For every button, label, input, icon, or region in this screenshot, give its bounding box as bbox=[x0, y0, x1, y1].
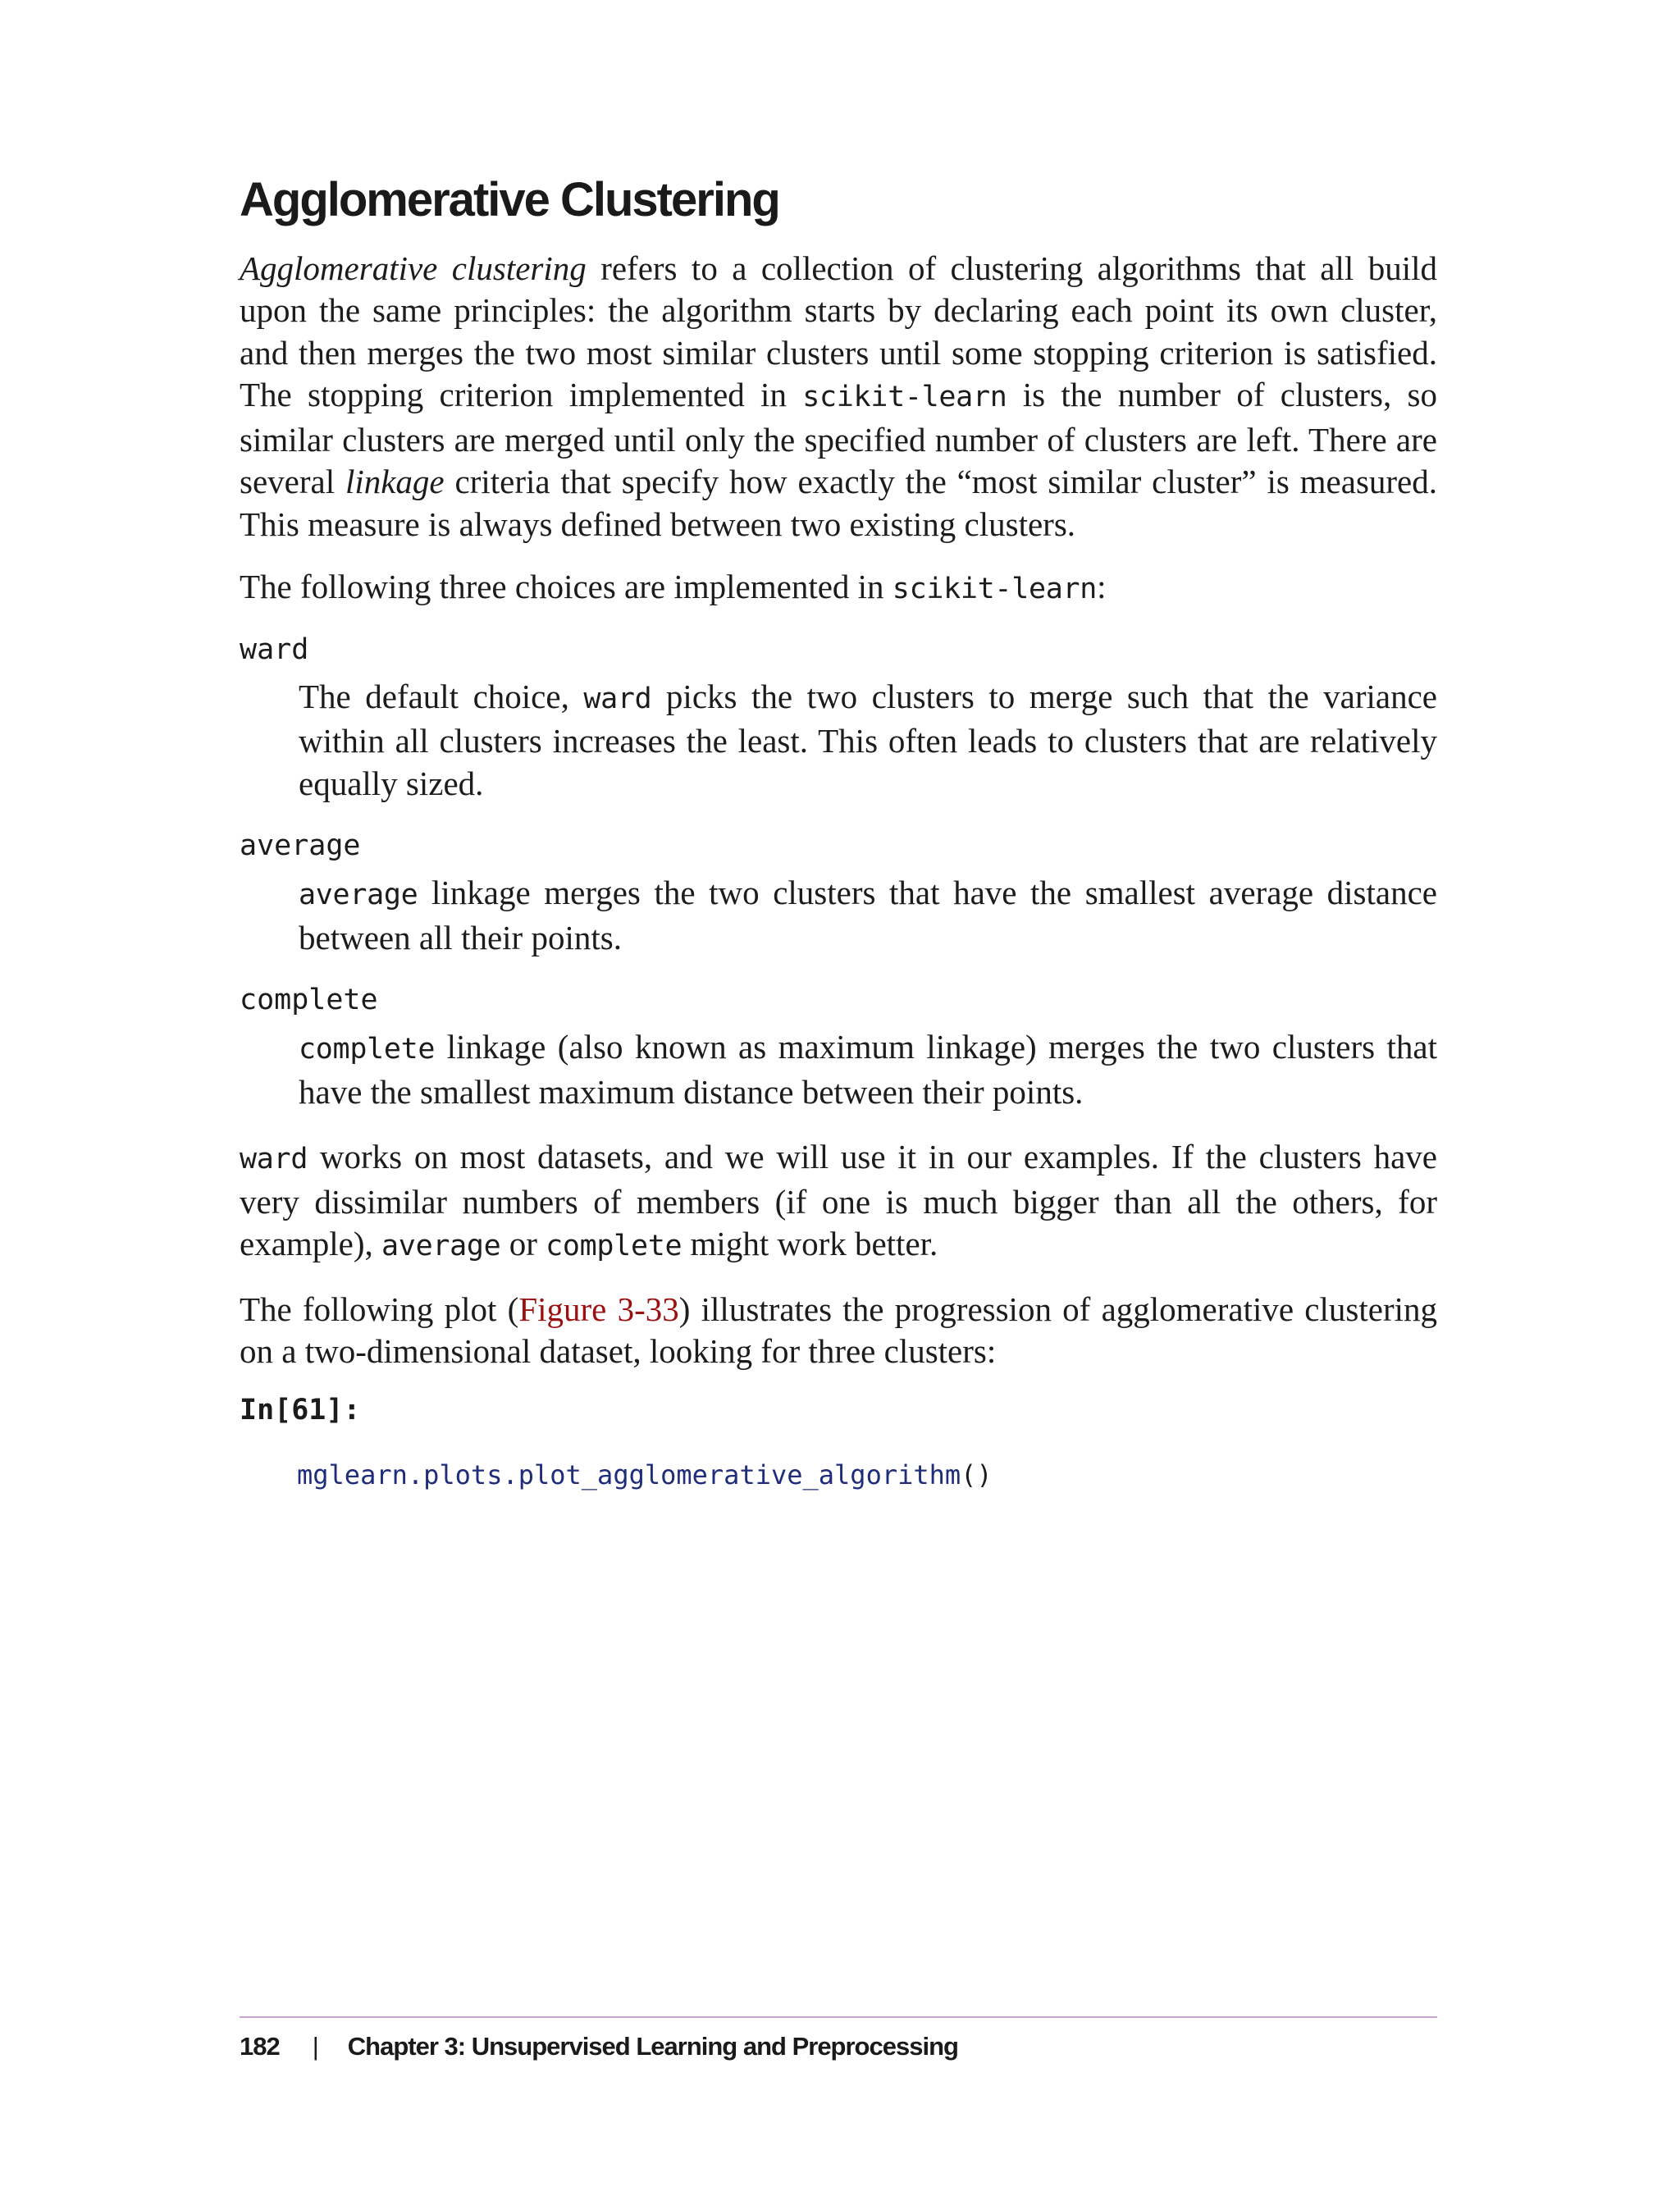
page-footer bbox=[240, 2026, 958, 2067]
code-parens: () bbox=[961, 1459, 993, 1491]
inline-code-average: average bbox=[299, 879, 418, 912]
footer-separator: | bbox=[312, 2032, 318, 2061]
choice-desc-average bbox=[299, 872, 1437, 959]
chapter-title: Chapter 3: Unsupervised Learning and Preprocessing bbox=[347, 2032, 958, 2061]
choices-intro-end: : bbox=[1097, 568, 1107, 606]
intro-paragraph bbox=[240, 248, 1437, 546]
inline-code-average-2: average bbox=[381, 1230, 501, 1263]
choice-desc-lead: The default choice, bbox=[299, 677, 584, 715]
choices-intro-text: The following three choices are implemented in bbox=[240, 568, 892, 606]
inline-code-ward-2: ward bbox=[240, 1143, 308, 1176]
inline-code-scikit-learn: scikit-learn bbox=[802, 381, 1007, 414]
choice-desc-text: linkage (also known as maximum linkage) merges the two clusters that have the smallest maximum distance between their points. bbox=[299, 1028, 1437, 1111]
choice-term-complete: complete bbox=[240, 984, 378, 1017]
code-call: mglearn.plots.plot_agglomerative_algorithm bbox=[297, 1459, 961, 1491]
intro-text-3: criteria that specify how exactly the “most similar cluster” is measured. This measure is always defined between two existing clusters. bbox=[240, 463, 1437, 543]
choice-desc-complete bbox=[299, 1026, 1437, 1113]
intro-text-1: refers to a collection of clustering algorithms that all build upon the same principles: the algorithm starts by declaring each point its own cluster, and then merges the two most similar clusters until some stopping criterion is satisfied. The stopping criterion implemented in bbox=[240, 249, 1437, 414]
inline-code-scikit-learn-2: scikit-learn bbox=[892, 573, 1098, 606]
inline-code-complete-2: complete bbox=[546, 1230, 682, 1263]
footer-divider bbox=[240, 2016, 1437, 2018]
choice-term-ward: ward bbox=[240, 632, 309, 666]
code-cell-line bbox=[297, 1459, 1437, 1491]
section-title: Agglomerative Clustering bbox=[240, 173, 779, 226]
code-cell-prompt: In[61]: bbox=[240, 1393, 361, 1427]
plot-intro-text-2: ) illustrates the progression of agglomerative clustering on a two-dimensional dataset, looking for three clusters: bbox=[240, 1290, 1437, 1371]
figure-3-33-link[interactable]: Figure 3-33 bbox=[518, 1290, 679, 1328]
intro-text-2: is the number of clusters, so similar clusters are merged until only the specified number of clusters are left. There are several bbox=[240, 376, 1438, 501]
page-number: 182 bbox=[240, 2032, 280, 2061]
choice-desc-ward bbox=[299, 676, 1437, 806]
choice-desc-text: linkage merges the two clusters that have the smallest average distance between all their points. bbox=[299, 874, 1437, 956]
term-agglomerative-clustering: Agglomerative clustering bbox=[240, 249, 587, 287]
ward-note-text-1: works on most datasets, and we will use it in our examples. If the clusters have very dissimilar numbers of members (if one is much bigger than all the others, for example), bbox=[240, 1138, 1437, 1263]
choices-intro-paragraph bbox=[240, 566, 1437, 611]
linkage-choices-list bbox=[240, 632, 1437, 1114]
inline-code-ward: ward bbox=[583, 682, 652, 715]
plot-intro-paragraph bbox=[240, 1289, 1437, 1373]
choice-desc-text: picks the two clusters to merge such that the variance within all clusters increases the least. This often leads to clusters that are relatively equally sized. bbox=[299, 677, 1437, 802]
choice-term-average: average bbox=[240, 829, 361, 863]
inline-code-complete: complete bbox=[299, 1033, 436, 1066]
page-content bbox=[240, 174, 1437, 1491]
term-linkage: linkage bbox=[345, 463, 445, 501]
ward-note-text-3: might work better. bbox=[682, 1225, 938, 1263]
ward-note-text-2: or bbox=[500, 1225, 546, 1263]
ward-note-paragraph bbox=[240, 1136, 1437, 1268]
plot-intro-text-1: The following plot ( bbox=[240, 1290, 519, 1328]
